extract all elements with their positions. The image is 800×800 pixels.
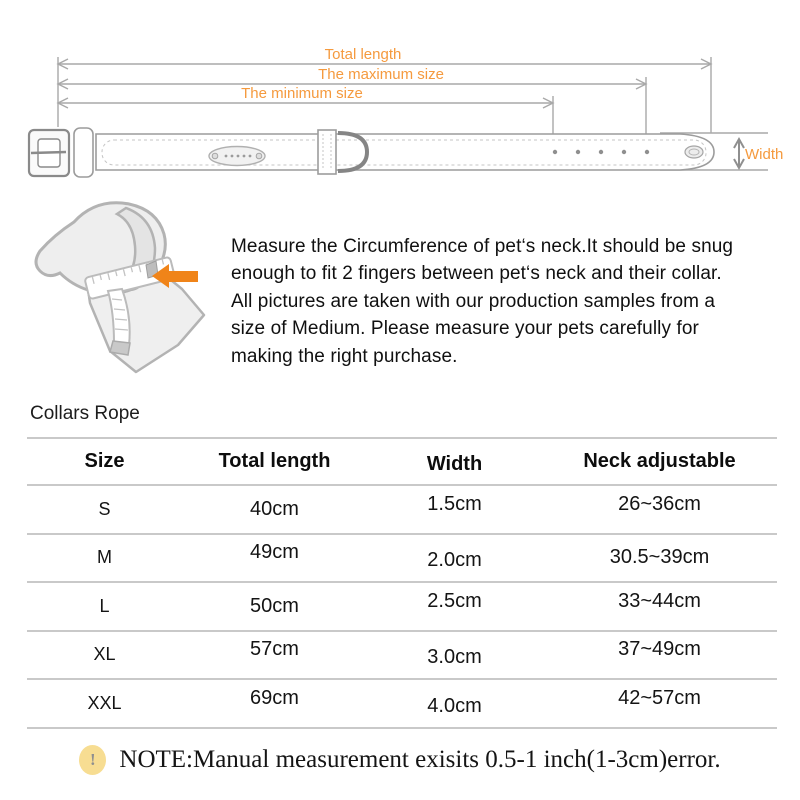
cell-size: L: [99, 595, 110, 616]
minimum-size-label: The minimum size: [241, 85, 363, 102]
collar-keeper-loop: [74, 128, 93, 177]
cell-neck: 37~49cm: [618, 638, 701, 661]
size-table-header: [27, 439, 777, 486]
table-row: [27, 583, 777, 632]
size-table-caption: Collars Rope: [30, 403, 140, 424]
instruction-line: enough to fit 2 fingers between pet‘s neck and their collar.: [231, 263, 722, 285]
cell-size: XL: [93, 644, 116, 665]
instruction-line: All pictures are taken with our production samples from a: [231, 290, 716, 312]
cell-total-length: 49cm: [250, 541, 299, 564]
cell-width: 1.5cm: [427, 492, 482, 515]
collar-dimension-diagram: [0, 0, 800, 210]
tape-end-cap: [110, 341, 130, 355]
cell-total-length: 40cm: [250, 497, 299, 520]
header-neck-adjustable: Neck adjustable: [583, 450, 736, 472]
collar-illustration: [29, 128, 714, 177]
measurement-note: [0, 745, 800, 775]
header-width: Width: [426, 453, 483, 475]
cell-width: 3.0cm: [427, 646, 482, 669]
cell-width: 2.5cm: [427, 589, 482, 612]
cell-width: 4.0cm: [427, 694, 482, 717]
width-label: Width: [745, 146, 784, 163]
measuring-instructions: [231, 233, 796, 370]
cell-size: M: [97, 547, 112, 568]
cell-neck: 30.5~39cm: [609, 546, 710, 569]
cell-neck: 42~57cm: [618, 686, 701, 709]
table-row: [27, 632, 777, 681]
instruction-line: size of Medium. Please measure your pets carefully for: [231, 318, 699, 340]
nameplate-rivet: [212, 153, 218, 159]
note-text: NOTE:Manual measurement exisits 0.5-1 inch(1-3cm)error.: [119, 746, 721, 773]
cell-total-length: 69cm: [250, 686, 299, 709]
maximum-size-label: The maximum size: [318, 66, 444, 83]
instruction-line: making the right purchase.: [231, 345, 458, 367]
instruction-line: Measure the Circumference of pet‘s neck.It should be snug: [231, 236, 734, 257]
header-size: Size: [84, 450, 125, 472]
cell-total-length: 50cm: [250, 594, 299, 617]
table-row: [27, 680, 777, 729]
tip-rivet: [685, 146, 703, 158]
exclamation-icon: !: [79, 745, 106, 775]
d-ring-strap: [318, 130, 336, 174]
buckle-prong: [31, 152, 66, 153]
cell-size: XXL: [87, 692, 122, 713]
table-row: [27, 535, 777, 584]
nameplate-rivet: [256, 153, 262, 159]
cell-width: 2.0cm: [427, 549, 482, 572]
dog-measuring-illustration: [30, 193, 245, 378]
cell-neck: 33~44cm: [618, 589, 701, 612]
header-total-length: Total length: [218, 450, 331, 472]
total-length-label: Total length: [324, 46, 402, 63]
cell-size: S: [98, 498, 111, 519]
cell-neck: 26~36cm: [618, 492, 701, 515]
cell-total-length: 57cm: [250, 638, 299, 661]
size-table: [27, 437, 777, 729]
table-row: [27, 486, 777, 535]
